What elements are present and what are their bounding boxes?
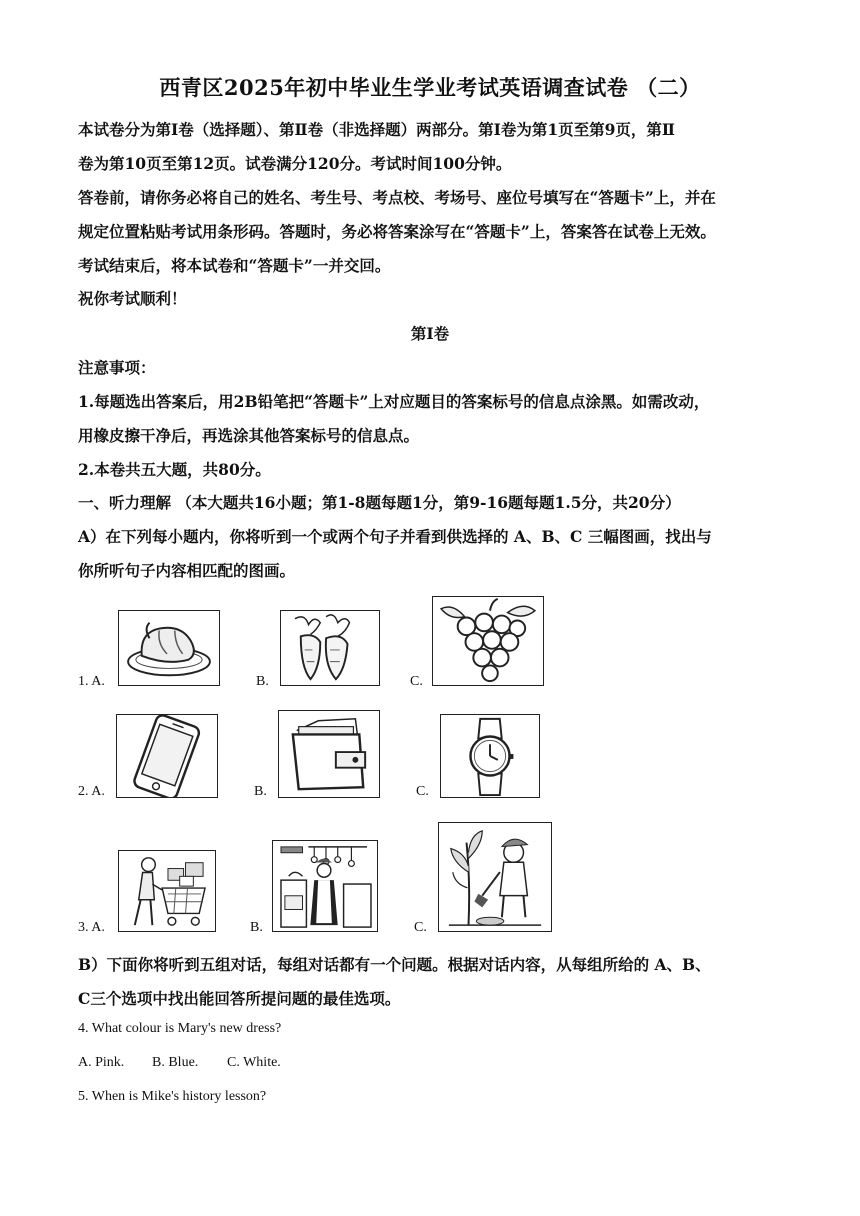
q1-option-c-label: C.: [410, 674, 423, 689]
exam-title: 西青区2025年初中毕业生学业考试英语调查试卷 （二）: [159, 75, 701, 100]
intro-line-6: 祝你考试顺利！: [78, 289, 187, 308]
q4-option-a: A. Pink.: [78, 1055, 125, 1070]
part-b-line-2: C三个选项中找出能回答所提问题的最佳选项。: [78, 989, 401, 1008]
q4-question: 4. What colour is Mary's new dress?: [78, 1021, 282, 1036]
part1-a-line-2: 你所听句子内容相匹配的图画。: [78, 561, 296, 580]
grapes-icon: [432, 596, 544, 686]
part1-heading: 一、听力理解 （本大题共16小题；第1-8题每题1分，第9-16题每题1.5分，共20分）: [78, 493, 681, 512]
intro-line-1: 本试卷分为第Ⅰ卷（选择题）、第Ⅱ卷（非选择题）两部分。第Ⅰ卷为第1页至第9页，第Ⅱ: [78, 120, 675, 139]
notes-heading: 注意事项：: [78, 358, 156, 377]
cooking-kitchen-icon: [272, 840, 378, 932]
section-title: 第Ⅰ卷: [410, 324, 450, 343]
q5-question: 5. When is Mike's history lesson?: [78, 1089, 267, 1104]
notes-item-2: 2.本卷共五大题，共80分。: [78, 460, 271, 479]
q1-option-a-label: 1. A.: [78, 674, 105, 689]
q2-option-a-label: 2. A.: [78, 784, 105, 799]
part-b-line-1: B）下面你将听到五组对话，每组对话都有一个问题。根据对话内容，从每组所给的 A、B、: [78, 955, 711, 974]
q4-option-b: B. Blue.: [152, 1055, 199, 1070]
shopping-cart-icon: [118, 850, 216, 932]
q1-option-b-label: B.: [256, 674, 269, 689]
q3-option-c-label: C.: [414, 920, 427, 935]
part1-a-line-1: A）在下列每小题内，你将听到一个或两个句子并看到供选择的 A、B、C 三幅图画，找出与: [78, 527, 712, 546]
intro-line-4: 规定位置粘贴考试用条形码。答题时，务必将答案涂写在“答题卡”上，答案答在试卷上无效。: [78, 222, 716, 241]
wristwatch-icon: [440, 714, 540, 798]
roast-chicken-icon: [118, 610, 220, 686]
notes-item-1b: 用橡皮擦干净后，再选涂其他答案标号的信息点。: [78, 426, 420, 445]
intro-line-3: 答卷前，请你务必将自己的姓名、考生号、考点校、考场号、座位号填写在“答题卡”上，并在: [78, 188, 716, 207]
carrots-icon: [280, 610, 380, 686]
q2-option-b-label: B.: [254, 784, 267, 799]
q4-option-c: C. White.: [227, 1055, 281, 1070]
wallet-icon: [278, 710, 380, 798]
smartphone-icon: [116, 714, 218, 798]
q3-option-b-label: B.: [250, 920, 263, 935]
q3-option-a-label: 3. A.: [78, 920, 105, 935]
q2-option-c-label: C.: [416, 784, 429, 799]
intro-line-2: 卷为第10页至第12页。试卷满分120分。考试时间100分钟。: [78, 154, 512, 173]
notes-item-1a: 1.每题选出答案后，用2B铅笔把“答题卡”上对应题目的答案标号的信息点涂黑。如需改动，: [78, 392, 710, 411]
intro-line-5: 考试结束后，将本试卷和“答题卡”一并交回。: [78, 256, 391, 275]
planting-tree-icon: [438, 822, 552, 932]
